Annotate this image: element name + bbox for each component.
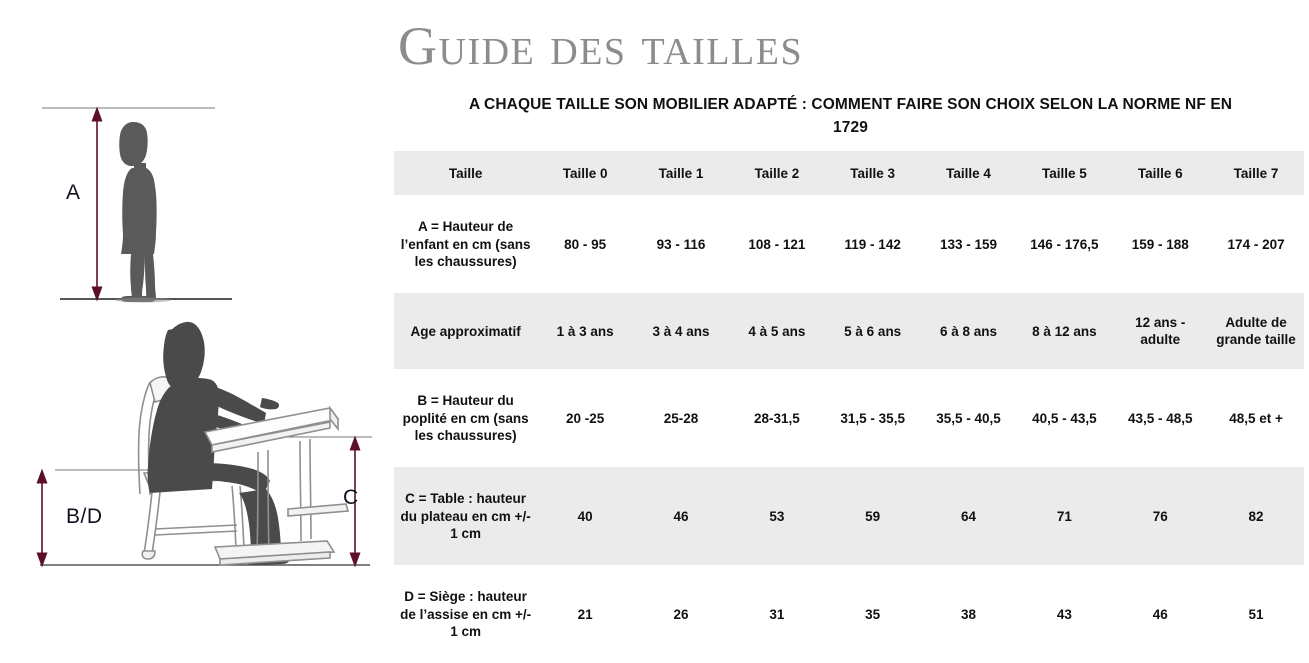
cell-siege-t6: 46 [1112, 565, 1208, 663]
cell-age-t0: 1 à 3 ans [537, 293, 633, 369]
cell-poplite-t0: 20 -25 [537, 369, 633, 467]
cell-hauteur-enfant-t1: 93 - 116 [633, 195, 729, 293]
dimension-label-bd: B/D [66, 505, 103, 528]
column-header-taille-6: Taille 6 [1112, 151, 1208, 195]
cell-hauteur-enfant-t6: 159 - 188 [1112, 195, 1208, 293]
cell-siege-t2: 31 [729, 565, 825, 663]
cell-table-t5: 71 [1016, 467, 1112, 565]
cell-siege-t4: 38 [921, 565, 1017, 663]
page-title: Guide des tailles [398, 16, 804, 76]
cell-hauteur-enfant-t5: 146 - 176,5 [1016, 195, 1112, 293]
row-label-siege-assise: D = Siège : hauteur de l’assise en cm +/- 1 cm [394, 565, 537, 663]
cell-table-t0: 40 [537, 467, 633, 565]
table-row-hauteur-poplite [394, 369, 1304, 467]
table-row-age [394, 293, 1304, 369]
cell-siege-t5: 43 [1016, 565, 1112, 663]
cell-hauteur-enfant-t3: 119 - 142 [825, 195, 921, 293]
table-header-row [394, 151, 1304, 195]
dimension-arrow-a [92, 108, 102, 300]
column-header-taille: Taille [394, 151, 537, 195]
cell-age-t1: 3 à 4 ans [633, 293, 729, 369]
cell-table-t6: 76 [1112, 467, 1208, 565]
cell-poplite-t1: 25-28 [633, 369, 729, 467]
size-guide-table [394, 151, 1304, 663]
page-subtitle: A CHAQUE TAILLE SON MOBILIER ADAPTÉ : COMMENT FAIRE SON CHOIX SELON LA NORME NF EN 1729 [468, 96, 1233, 136]
standing-figure-group [42, 108, 232, 303]
column-header-taille-0: Taille 0 [537, 151, 633, 195]
cell-poplite-t2: 28-31,5 [729, 369, 825, 467]
dimension-label-a: A [66, 181, 81, 204]
cell-table-t3: 59 [825, 467, 921, 565]
row-label-table-plateau: C = Table : hauteur du plateau en cm +/- 1 cm [394, 467, 537, 565]
cell-poplite-t3: 31,5 - 35,5 [825, 369, 921, 467]
cell-poplite-t4: 35,5 - 40,5 [921, 369, 1017, 467]
column-header-taille-1: Taille 1 [633, 151, 729, 195]
cell-siege-t3: 35 [825, 565, 921, 663]
table-row-siege-assise [394, 565, 1304, 663]
column-header-taille-3: Taille 3 [825, 151, 921, 195]
cell-table-t2: 53 [729, 467, 825, 565]
column-header-taille-7: Taille 7 [1208, 151, 1304, 195]
dimension-label-c: C [343, 486, 359, 509]
cell-siege-t1: 26 [633, 565, 729, 663]
cell-table-t7: 82 [1208, 467, 1304, 565]
measurement-diagram [0, 0, 392, 620]
cell-hauteur-enfant-t2: 108 - 121 [729, 195, 825, 293]
row-label-hauteur-enfant: A = Hauteur de l’enfant en cm (sans les chaussures) [394, 195, 537, 293]
column-header-taille-5: Taille 5 [1016, 151, 1112, 195]
cell-age-t6: 12 ans - adulte [1112, 293, 1208, 369]
cell-hauteur-enfant-t4: 133 - 159 [921, 195, 1017, 293]
cell-age-t3: 5 à 6 ans [825, 293, 921, 369]
cell-hauteur-enfant-t0: 80 - 95 [537, 195, 633, 293]
cell-siege-t7: 51 [1208, 565, 1304, 663]
row-label-age: Age approximatif [394, 293, 537, 369]
cell-siege-t0: 21 [537, 565, 633, 663]
cell-poplite-t6: 43,5 - 48,5 [1112, 369, 1208, 467]
table-body [394, 195, 1304, 663]
cell-table-t1: 46 [633, 467, 729, 565]
column-header-taille-4: Taille 4 [921, 151, 1017, 195]
floor-shadow-standing [115, 298, 171, 303]
content-panel [392, 0, 1309, 640]
seated-figure-group [37, 322, 372, 566]
column-header-taille-2: Taille 2 [729, 151, 825, 195]
cell-hauteur-enfant-t7: 174 - 207 [1208, 195, 1304, 293]
child-standing-silhouette [119, 122, 156, 302]
cell-age-t5: 8 à 12 ans [1016, 293, 1112, 369]
cell-age-t7: Adulte de grande taille [1208, 293, 1304, 369]
row-label-hauteur-poplite: B = Hauteur du poplité en cm (sans les chaussures) [394, 369, 537, 467]
cell-poplite-t5: 40,5 - 43,5 [1016, 369, 1112, 467]
table-row-hauteur-enfant [394, 195, 1304, 293]
cell-age-t4: 6 à 8 ans [921, 293, 1017, 369]
cell-table-t4: 64 [921, 467, 1017, 565]
cell-age-t2: 4 à 5 ans [729, 293, 825, 369]
cell-poplite-t7: 48,5 et + [1208, 369, 1304, 467]
table-header [394, 151, 1304, 195]
illustration-panel [0, 0, 392, 620]
table-row-table-plateau [394, 467, 1304, 565]
dimension-arrow-bd [37, 470, 47, 566]
